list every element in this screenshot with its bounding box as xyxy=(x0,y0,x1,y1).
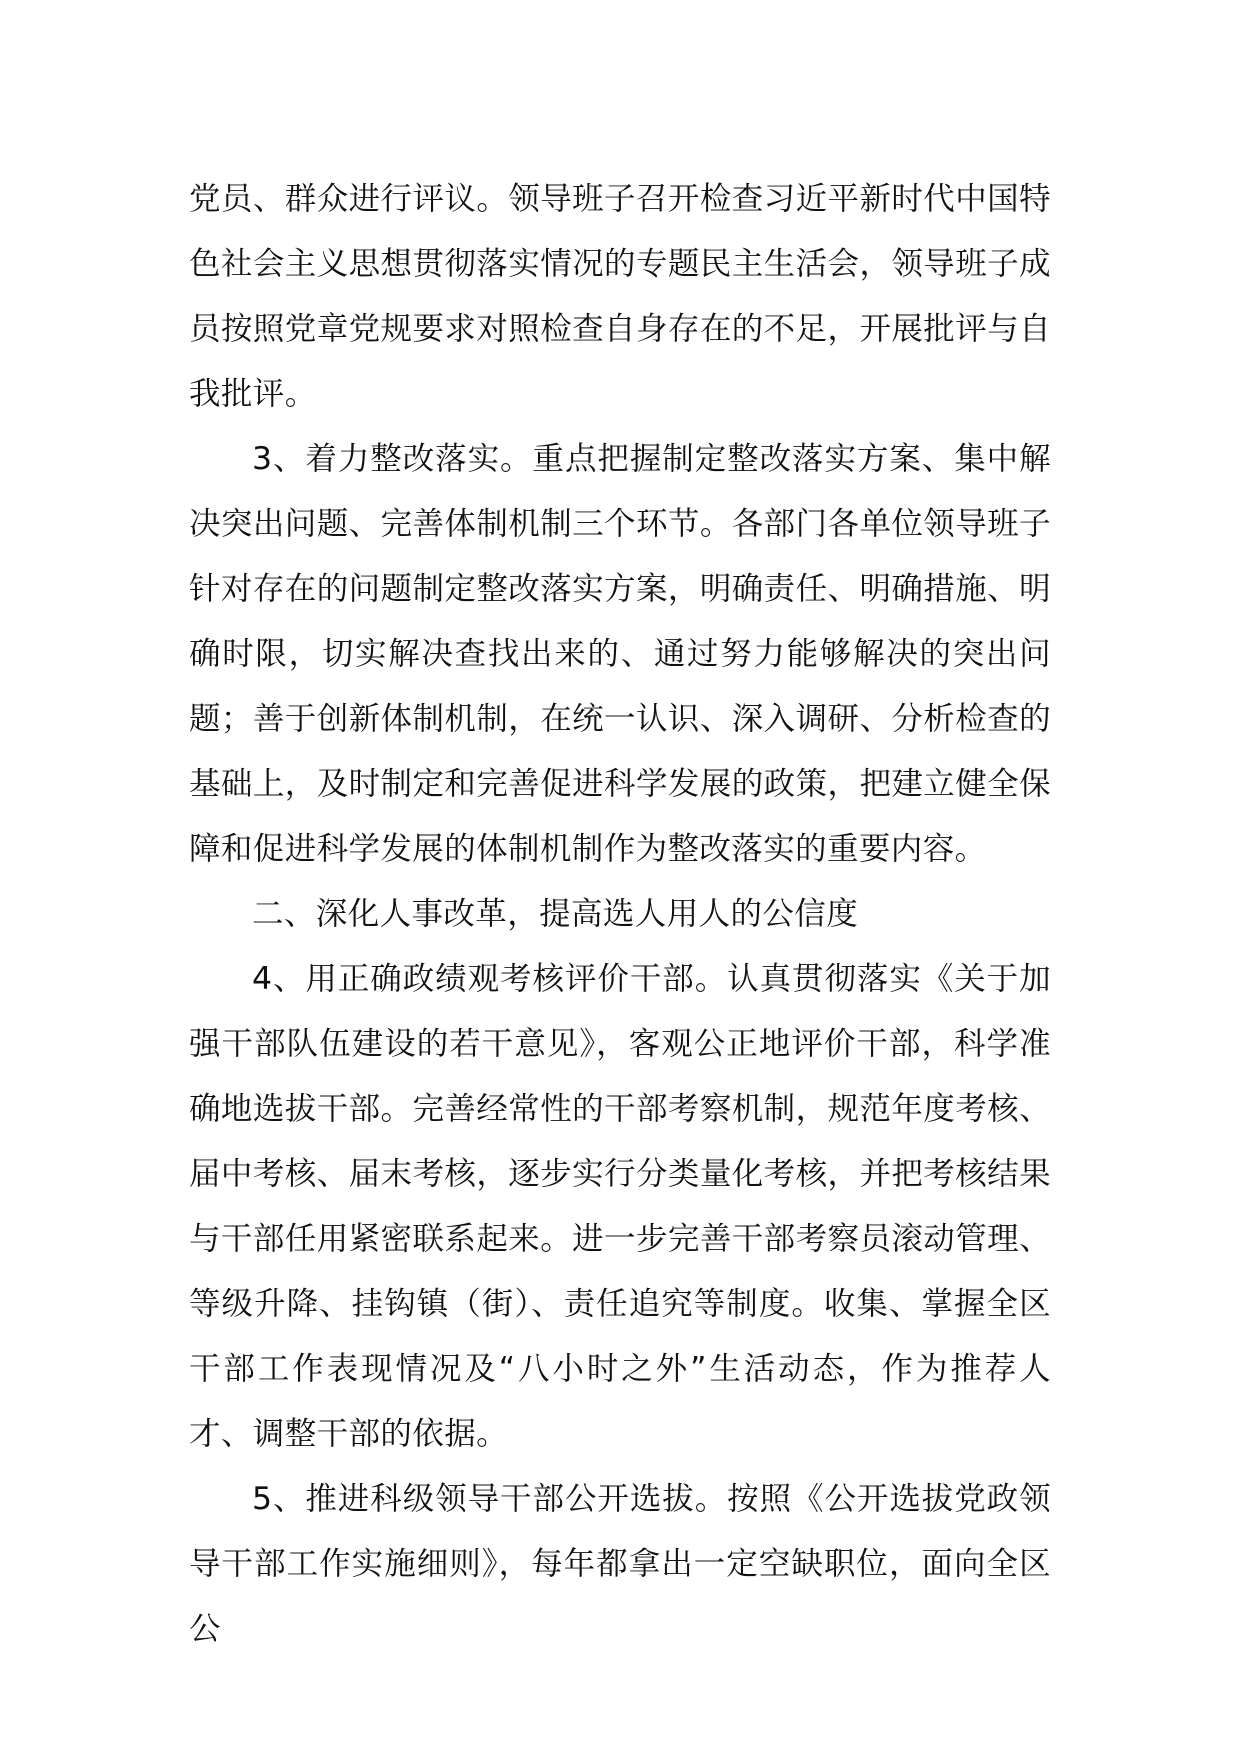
section-heading-2: 二、深化人事改革，提高选人用人的公信度 xyxy=(252,896,859,932)
paragraph-item-5: 5、推进科级领导干部公开选拔。按照《公开选拔党政领导干部工作实施细则》，每年都拿出一定空缺职位，面向全区公 xyxy=(189,1481,1051,1647)
paragraph-continuation: 党员、群众进行评议。领导班子召开检查习近平新时代中国特色社会主义思想贯彻落实情况的专题民主生活会，领导班子成员按照党章党规要求对照检查自身存在的不足，开展批评与自我批评。 xyxy=(189,181,1051,412)
document-body xyxy=(189,167,1051,1662)
paragraph-item-4: 4、用正确政绩观考核评价干部。认真贯彻落实《关于加强干部队伍建设的若干意见》，客观公正地评价干部，科学准确地选拔干部。完善经常性的干部考察机制，规范年度考核、届中考核、届末考核，逐步实行分类量化考核，并把考核结果与干部任用紧密联系起来。进一步完善干部考察员滚动管理、等级升降、挂钩镇（街）、责任追究等制度。收集、掌握全区干部工作表现情况及“八小时之外”生活动态，作为推荐人才、调整干部的依据。 xyxy=(189,961,1051,1452)
paragraph-item-3: 3、着力整改落实。重点把握制定整改落实方案、集中解决突出问题、完善体制机制三个环节。各部门各单位领导班子针对存在的问题制定整改落实方案，明确责任、明确措施、明确时限，切实解决查找出来的、通过努力能够解决的突出问题；善于创新体制机制，在统一认识、深入调研、分析检查的基础上，及时制定和完善促进科学发展的政策，把建立健全保障和促进科学发展的体制机制作为整改落实的重要内容。 xyxy=(189,441,1051,867)
